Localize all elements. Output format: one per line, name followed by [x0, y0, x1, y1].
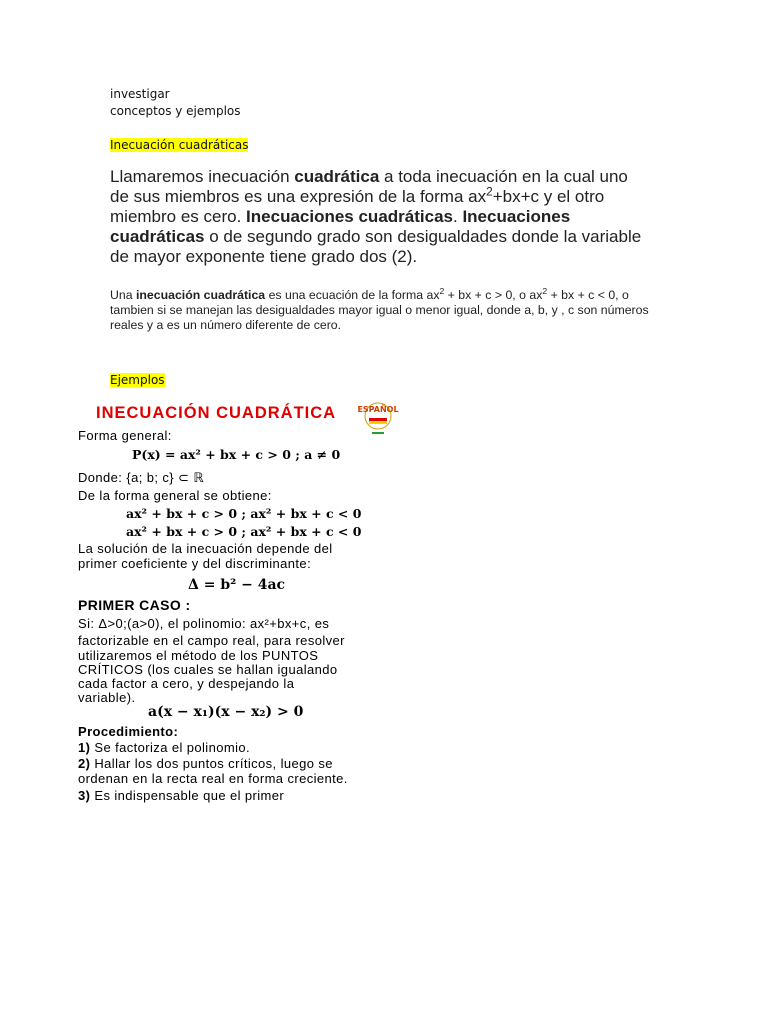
variable-line: variable). [78, 690, 136, 705]
step-text: Se factoriza el polinomio. [94, 740, 251, 755]
bold-text: Inecuaciones cuadráticas [110, 207, 571, 246]
step-1 [78, 740, 250, 755]
superscript: 2 [542, 285, 548, 296]
text: es una ecuación de la forma ax [265, 288, 440, 302]
superscript: 2 [486, 184, 493, 199]
general-formula: P(x) = ax² + bx + c > 0 ; a ≠ 0 [132, 447, 341, 462]
procedimiento-heading: Procedimiento: [78, 724, 179, 739]
image-title: INECUACIÓN CUADRÁTICA [96, 404, 337, 422]
step-text: Hallar los dos puntos críticos, luego se [94, 756, 333, 771]
text: + bx + c < 0, o tambien si se manejan las desigualdades mayor igual o menor igual, donde a, b, y , c son números reales y a es un número diferente de cero. [110, 288, 649, 332]
si-line: Si: Δ>0;(a>0), el polinomio: ax²+bx+c, es [78, 616, 330, 631]
label-investigar: investigar [110, 87, 170, 101]
inequality-row-2: ax² + bx + c > 0 ; ax² + bx + c < 0 [126, 524, 362, 539]
step-number: 3) [78, 788, 91, 803]
text: Llamaremos inecuación [110, 167, 295, 186]
text: . [452, 207, 463, 226]
forma-general-label: Forma general: [78, 428, 172, 443]
flag-badge-icon [357, 398, 399, 440]
donde-line: Donde: {a; b; c} ⊂ ℝ [78, 470, 205, 485]
step-2b: ordenan en la recta real en forma creciente. [78, 771, 348, 786]
de-la-forma-line: De la forma general se obtiene: [78, 488, 272, 503]
inequality-row-1: ax² + bx + c > 0 ; ax² + bx + c < 0 [126, 506, 362, 521]
highlighted-heading: Inecuación cuadráticas [110, 138, 249, 152]
step-text: Es indispensable que el primer [94, 788, 285, 803]
discriminant-formula: Δ = b² − 4ac [188, 577, 286, 593]
solucion-line-2: primer coeficiente y del discriminante: [78, 556, 312, 571]
primer-caso-heading: PRIMER CASO : [78, 597, 191, 613]
superscript: 2 [439, 285, 445, 296]
text: +bx+c y el otro miembro es cero. [110, 187, 605, 226]
bold-text: Inecuaciones cuadráticas [246, 207, 453, 226]
step-2a [78, 756, 333, 771]
badge-text: ESPAÑOL [357, 405, 399, 414]
highlighted-heading: Ejemplos [110, 373, 165, 387]
utilizaremos-line: utilizaremos el método de los PUNTOS [78, 648, 319, 663]
example-image [76, 398, 399, 806]
step-3 [78, 788, 284, 803]
text: + bx + c > 0, o ax [444, 288, 543, 302]
definition-paragraph [110, 167, 650, 267]
solucion-line-1: La solución de la inecuación depende del [78, 541, 333, 556]
section-heading [110, 137, 248, 153]
text: o de segundo grado son desigualdades donde la variable de mayor exponente tiene grado dos (2). [110, 227, 642, 266]
ejemplos-heading [110, 372, 165, 388]
text: Una [110, 288, 136, 302]
cada-factor-line: cada factor a cero, y despejando la [78, 676, 295, 691]
step-number: 1) [78, 740, 91, 755]
bold-text: inecuación cuadrática [135, 288, 266, 302]
bold-text: cuadrática [294, 167, 380, 186]
step-number: 2) [78, 756, 91, 771]
factor-formula: a(x − x₁)(x − x₂) > 0 [148, 704, 304, 720]
factorizable-line: factorizable en el campo real, para resolver [78, 633, 345, 648]
text: a toda inecuación en la cual uno de sus miembros es una expresión de la forma ax [110, 167, 628, 206]
label-conceptos: conceptos y ejemplos [110, 104, 241, 118]
secondary-paragraph [110, 285, 655, 333]
criticos-line: CRÍTICOS (los cuales se hallan igualando [78, 662, 338, 677]
